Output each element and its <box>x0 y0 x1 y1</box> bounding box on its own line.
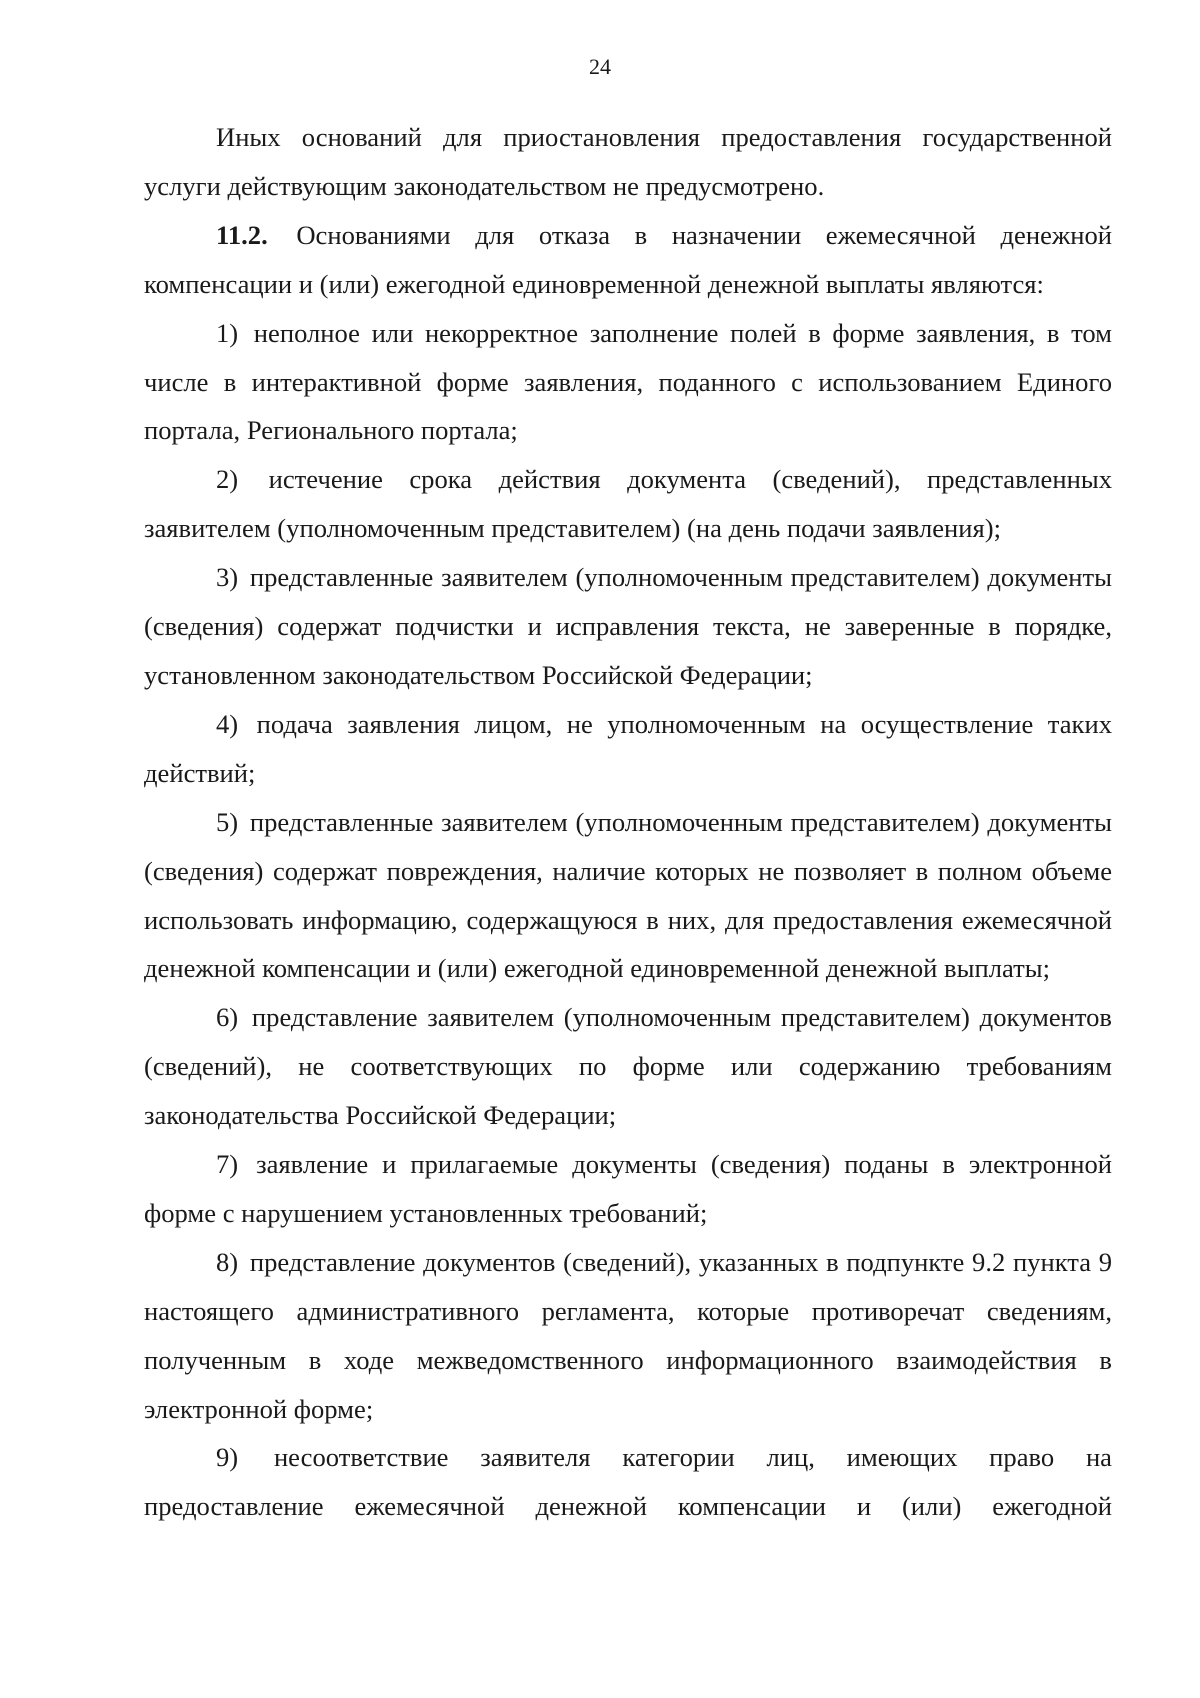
list-item-number: 3) <box>216 562 239 593</box>
paragraph-no-suspension-grounds <box>144 113 1112 211</box>
list-item-number: 6) <box>216 1002 239 1033</box>
list-item-text: неполное или некорректное заполнение полей в форме заявления, в том числе в интерактивной форме заявления, поданного с использованием Единого портала, Регионального портала; <box>144 317 1112 446</box>
list-item-text: несоответствие заявителя категории лиц, имеющих право на предоставление ежемесячной денежной компенсации и (или) ежегодной <box>144 1442 1112 1522</box>
list-item-number: 4) <box>216 708 239 739</box>
list-item-7 <box>144 1140 1112 1238</box>
list-item-number: 9) <box>216 1442 239 1473</box>
list-item-3 <box>144 553 1112 700</box>
list-item-9 <box>144 1433 1112 1531</box>
paragraph-text: Основаниями для отказа в назначении ежемесячной денежной компенсации и (или) ежегодной единовременной денежной выплаты являются: <box>144 219 1113 299</box>
list-item-number: 5) <box>216 806 239 837</box>
list-item-5 <box>144 798 1112 994</box>
paragraph-text: Иных оснований для приостановления предоставления государственной услуги действующим законодательством не предусмотрено. <box>144 122 1112 201</box>
list-item-number: 8) <box>216 1246 239 1277</box>
list-item-text: представление документов (сведений), указанных в подпункте 9.2 пункта 9 настоящего административного регламента, которые противоречат сведениям, полученным в ходе межведомственного информационного взаимодействия в электронной форме; <box>144 1246 1112 1424</box>
list-item-2 <box>144 455 1112 553</box>
document-body <box>144 113 1112 1531</box>
list-item-1 <box>144 309 1112 456</box>
section-number: 11.2. <box>216 219 268 250</box>
list-item-number: 1) <box>216 317 239 348</box>
list-item-text: истечение срока действия документа (сведений), представленных заявителем (уполномоченным представителем) (на день подачи заявления); <box>144 464 1112 544</box>
paragraph-11-2 <box>144 211 1112 309</box>
list-item-number: 2) <box>216 464 239 495</box>
list-item-number: 7) <box>216 1149 239 1180</box>
page-number: 24 <box>589 54 611 79</box>
list-item-4 <box>144 700 1112 798</box>
list-item-text: подача заявления лицом, не уполномоченным на осуществление таких действий; <box>144 708 1112 788</box>
list-item-text: представленные заявителем (уполномоченным представителем) документы (сведения) содержат повреждения, наличие которых не позволяет в полном объеме использовать информацию, содержащуюся в них, для предоставления ежемесячной денежной компенсации и (или) ежегодной единовременной денежной выплаты; <box>144 806 1112 984</box>
list-item-text: представление заявителем (уполномоченным представителем) документов (сведений), не соответствующих по форме или содержанию требованиям законодательства Российской Федерации; <box>144 1002 1112 1131</box>
list-item-text: представленные заявителем (уполномоченным представителем) документы (сведения) содержат подчистки и исправления текста, не заверенные в порядке, установленном законодательством Российской Федерации; <box>144 562 1112 690</box>
list-item-text: заявление и прилагаемые документы (сведения) поданы в электронной форме с нарушением установленных требований; <box>144 1149 1112 1228</box>
list-item-6 <box>144 993 1112 1140</box>
list-item-8 <box>144 1238 1112 1434</box>
